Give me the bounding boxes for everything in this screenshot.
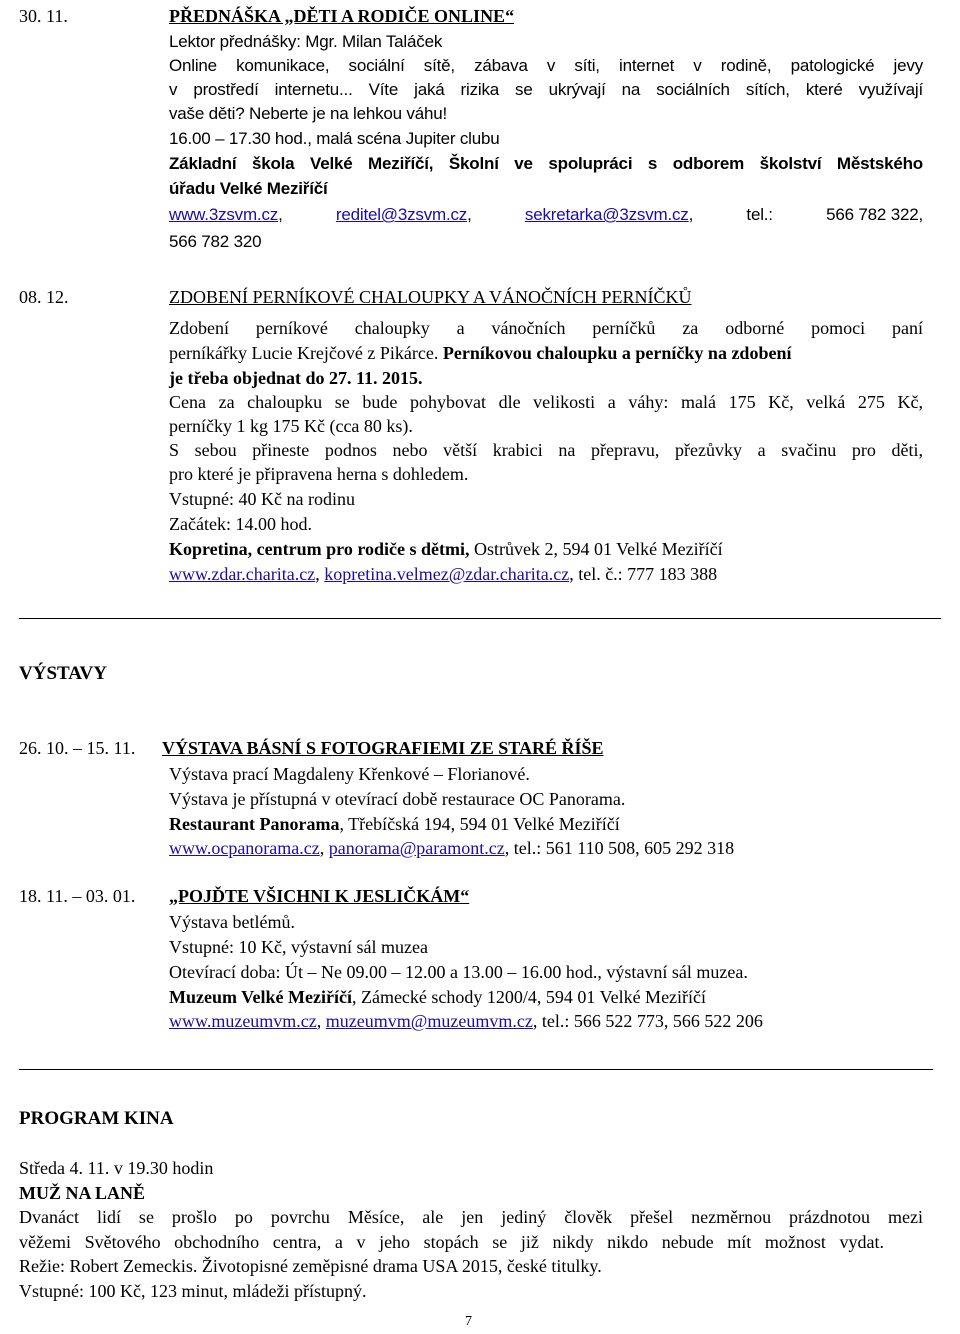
event1-organizer-line2: úřadu Velké Meziříčí (169, 179, 328, 198)
event2-entry: Vstupné: 40 Kč na rodinu (169, 489, 355, 509)
event1-desc-line3: vaše děti? Neberte je na lehkou váhu! (169, 104, 448, 123)
event1-contacts: www.3zsvm.cz, reditel@3zsvm.cz, sekretarka@3zsvm.cz, tel.: 566 782 322, (169, 203, 923, 227)
exhibit1-date: 26. 10. – 15. 11. (19, 738, 136, 758)
exhibit1-email-link[interactable]: panorama@paramont.cz (328, 838, 505, 858)
event1-time-line (169, 127, 500, 151)
page-number: 7 (465, 1314, 472, 1329)
exhibit2-venue-name: Muzeum Velké Meziříčí (169, 987, 352, 1007)
exhibit1-venue-name: Restaurant Panorama (169, 814, 340, 834)
event2-desc-line2: perníkářky Lucie Krejčové z Pikárce. Perníkovou chaloupku a perníčky na zdobení (169, 343, 792, 363)
event1-time: 16.00 – 17.30 hod. (169, 129, 308, 148)
exhibit2-contacts: www.muzeumvm.cz, muzeumvm@muzeumvm.cz, tel.: 566 522 773, 566 522 206 (169, 1011, 763, 1031)
exhibit1-web-link[interactable]: www.ocpanorama.cz (169, 838, 320, 858)
event1-desc-line1: Online komunikace, sociální sítě, zábava v síti, internet v rodině, patologické jevy (169, 56, 923, 75)
exhibit1-line2: Výstava je přístupná v otevírací době restaurace OC Panorama. (169, 789, 626, 809)
cinema-desc-line4: Vstupné: 100 Kč, 123 minut, mládeži přístupný. (19, 1281, 367, 1301)
event1-lecturer: Lektor přednášky: Mgr. Milan Taláček (169, 32, 443, 51)
exhibit2-line2: Vstupné: 10 Kč, výstavní sál muzea (169, 937, 428, 957)
event1-email2-link[interactable]: sekretarka@3zsvm.cz (524, 205, 689, 224)
event1-tel-label: tel.: (746, 205, 773, 224)
exhibit2-venue: Muzeum Velké Meziříčí, Zámecké schody 1200/4, 594 01 Velké Meziříčí (169, 987, 707, 1007)
event2-date: 08. 12. (19, 287, 69, 307)
cinema-desc-line3: Režie: Robert Zemeckis. Životopisné zeměpisné drama USA 2015, české titulky. (19, 1256, 602, 1276)
event2-start: Začátek: 14.00 hod. (169, 514, 312, 534)
event2-bring-line2: pro které je připravena herna s dohledem. (169, 464, 469, 484)
event2-order-note: Perníkovou chaloupku a perníčky na zdobení (442, 343, 792, 363)
cinema-heading: PROGRAM KINA (19, 1108, 174, 1129)
event2-bring-line1: S sebou přineste podnos nebo větší krabici na přepravu, přezůvky a svačinu pro děti, (169, 440, 923, 460)
event2-venue: Kopretina, centrum pro rodiče s dětmi, Ostrůvek 2, 594 01 Velké Meziříčí (169, 539, 723, 559)
cinema-desc-line1: Dvanáct lidí se prošlo po povrchu Měsíce, ale jen jediný člověk přešel nezměrnou prázdnotou mezi (19, 1207, 923, 1227)
exhibitions-heading: VÝSTAVY (19, 663, 107, 684)
exhibit1-venue: Restaurant Panorama, Třebíčská 194, 594 01 Velké Meziříčí (169, 814, 620, 834)
exhibit2-email-link[interactable]: muzeumvm@muzeumvm.cz (325, 1011, 533, 1031)
event2-email-link[interactable]: kopretina.velmez@zdar.charita.cz (324, 564, 570, 584)
exhibit2-date: 18. 11. – 03. 01. (19, 886, 136, 906)
event2-order-deadline: je třeba objednat do 27. 11. 2015. (169, 368, 423, 388)
event1-desc-line2: v prostředí internetu... Víte jaká rizika se ukrývají na sociálních sítích, které využívají (169, 80, 923, 99)
section-divider-2 (19, 1069, 933, 1070)
exhibit2-web-link[interactable]: www.muzeumvm.cz (169, 1011, 317, 1031)
cinema-datetime: Středa 4. 11. v 19.30 hodin (19, 1158, 214, 1178)
section-divider (19, 618, 941, 619)
event2-title: ZDOBENÍ PERNÍKOVÉ CHALOUPKY A VÁNOČNÍCH PERNÍČKŮ (169, 287, 692, 307)
event2-desc-line1: Zdobení perníkové chaloupky a vánočních perníčků za odborné pomoci paní (169, 318, 923, 338)
event1-email1-link[interactable]: reditel@3zsvm.cz (335, 205, 468, 224)
cinema-desc-line2: věžemi Světového obchodního centra, a v jeho stopách se již nikdy nikdo nebude mít možnost vydat. (19, 1232, 884, 1252)
exhibit2-line3: Otevírací doba: Út – Ne 09.00 – 12.00 a 13.00 – 16.00 hod., výstavní sál muzea. (169, 962, 748, 982)
event2-price-line1: Cena za chaloupku se bude pohybovat dle velikosti a váhy: malá 175 Kč, velká 275 Kč, (169, 392, 923, 412)
exhibit2-title: „POJĎTE VŠICHNI K JESLIČKÁM“ (169, 886, 470, 906)
event1-title: PŘEDNÁŠKA „DĚTI A RODIČE ONLINE“ (169, 6, 515, 26)
exhibit1-line1: Výstava prací Magdaleny Křenkové – Florianové. (169, 764, 530, 784)
event1-place: , malá scéna Jupiter clubu (307, 129, 500, 148)
event2-web-link[interactable]: www.zdar.charita.cz (169, 564, 316, 584)
event1-organizer-line1: Základní škola Velké Meziříčí, Školní ve spolupráci s odborem školství Městského (169, 154, 923, 173)
event2-price-line2: perníčky 1 kg 175 Kč (cca 80 ks). (169, 416, 413, 436)
event2-contacts: www.zdar.charita.cz, kopretina.velmez@zdar.charita.cz, tel. č.: 777 183 388 (169, 564, 718, 584)
exhibit2-line1: Výstava betlémů. (169, 912, 295, 932)
event1-web-link[interactable]: www.3zsvm.cz (169, 205, 279, 224)
exhibit1-contacts: www.ocpanorama.cz, panorama@paramont.cz, tel.: 561 110 508, 605 292 318 (169, 838, 735, 858)
event1-date: 30. 11. (19, 6, 68, 26)
event1-tel2: 566 782 320 (169, 232, 262, 251)
cinema-film-title: MUŽ NA LANĚ (19, 1183, 146, 1203)
exhibit1-title: VÝSTAVA BÁSNÍ S FOTOGRAFIEMI ZE STARÉ ŘÍŠE (162, 738, 604, 758)
event1-tel1: 566 782 322, (826, 205, 923, 224)
event2-venue-name: Kopretina, centrum pro rodiče s dětmi, (169, 539, 470, 559)
